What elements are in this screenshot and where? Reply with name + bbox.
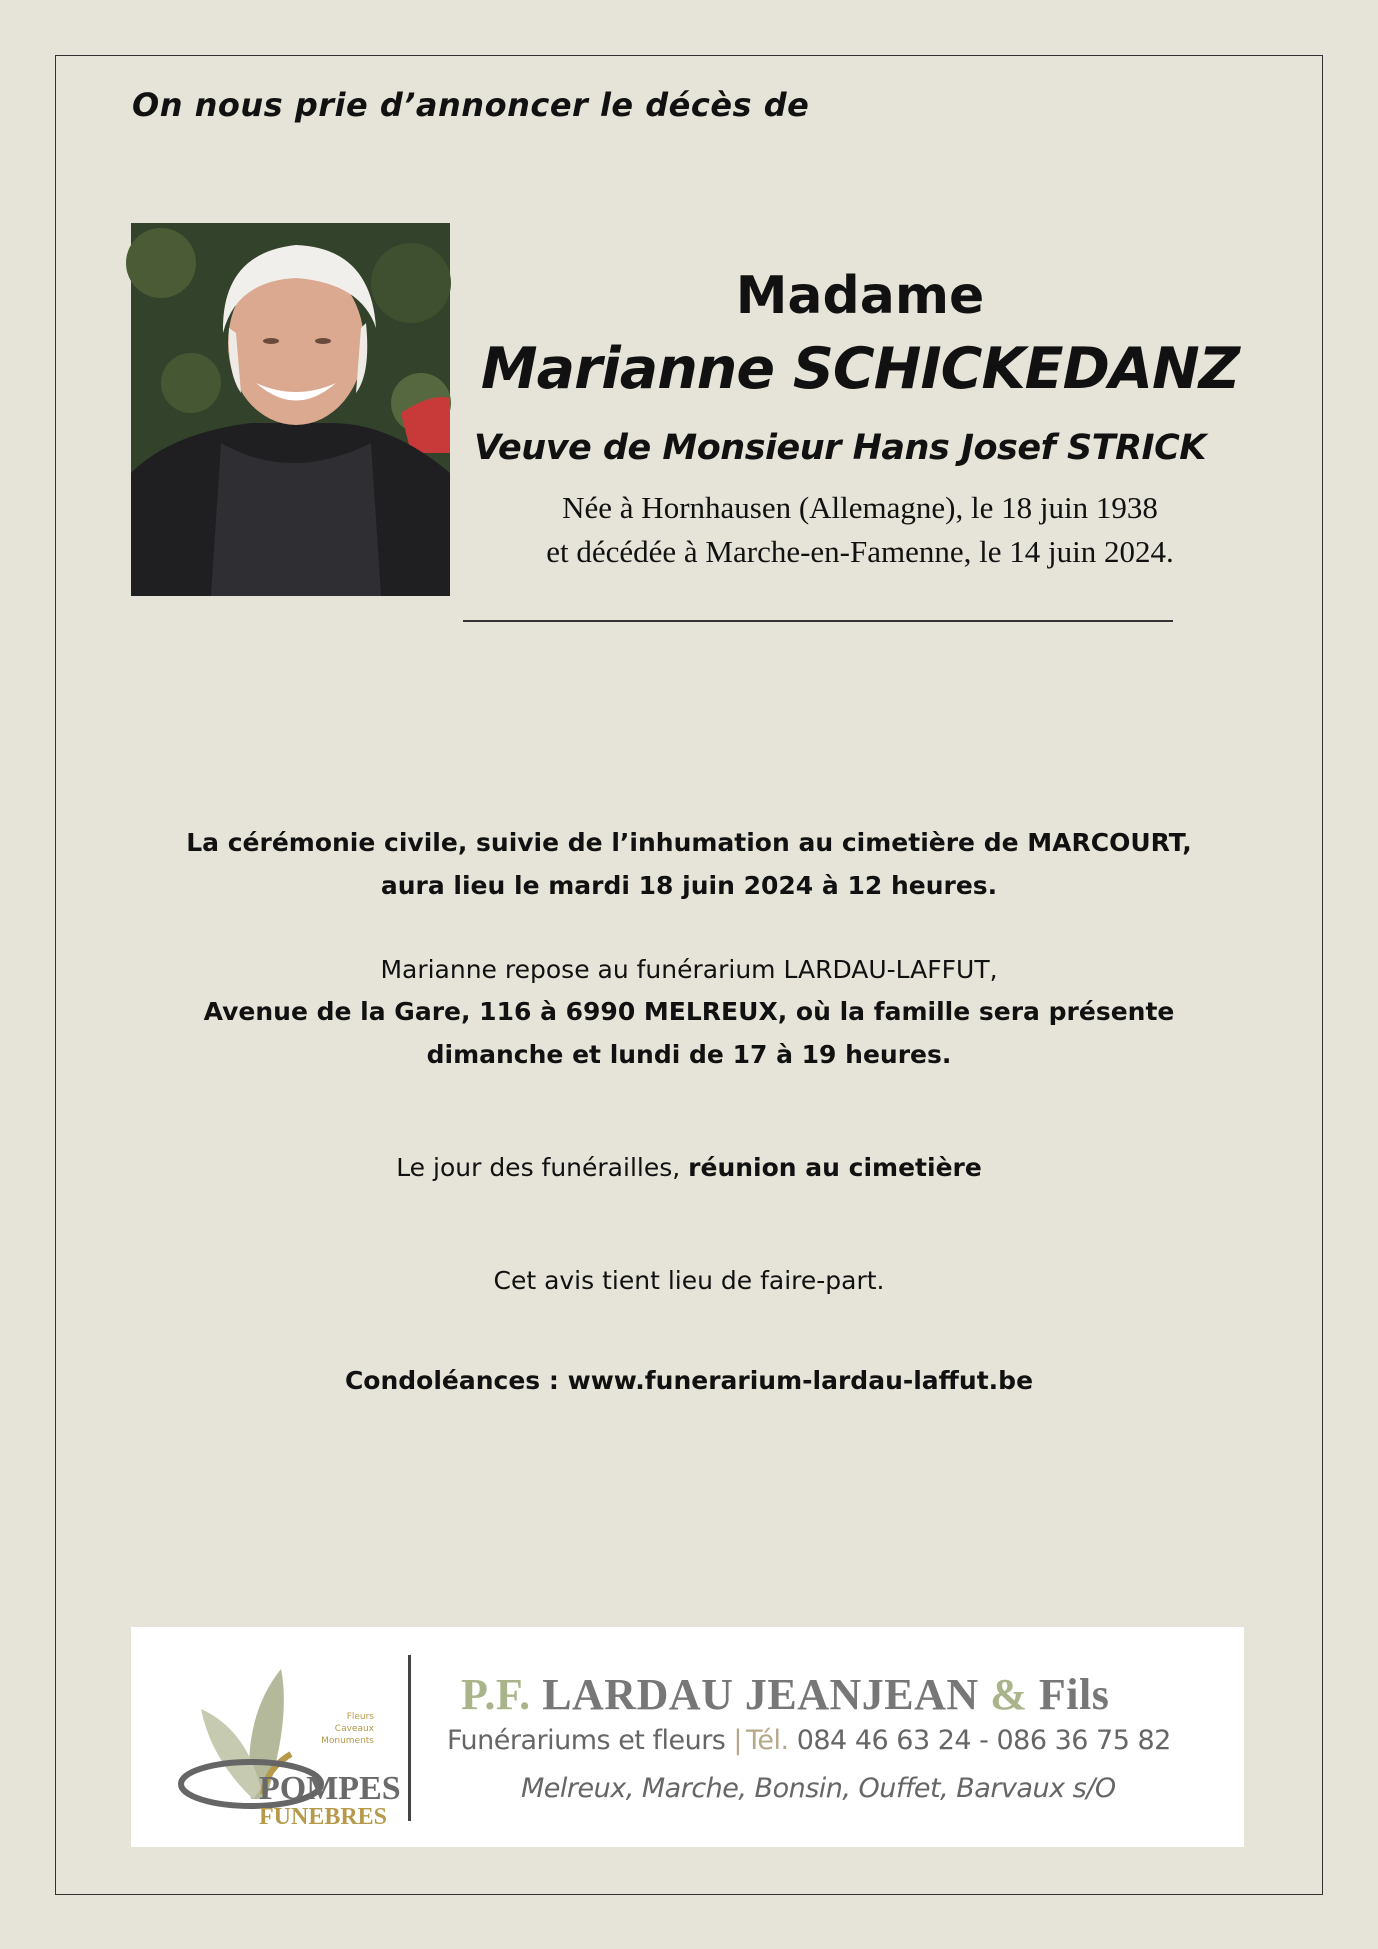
tel-label: Tél. [746, 1725, 789, 1756]
firm-services: Funérariums et fleurs [447, 1725, 726, 1756]
firm-pf: P.F. [461, 1670, 531, 1719]
logo-tagline-3: Monuments [321, 1736, 374, 1746]
portrait-photo [131, 223, 450, 596]
firm-fils: Fils [1038, 1670, 1110, 1719]
pompes-funebres-logo [171, 1649, 401, 1830]
visitation-line-1: Marianne repose au funérarium LARDAU-LAFFUT, [380, 955, 998, 984]
firm-locations: Melreux, Marche, Bonsin, Ouffet, Barvaux s/O [521, 1773, 1116, 1804]
deceased-title: Madame [735, 266, 985, 326]
logo-word-2: FUNEBRES [259, 1804, 388, 1830]
funeral-day-prefix: Le jour des funérailles, [396, 1153, 689, 1182]
condolences-link[interactable]: Condoléances : www.funerarium-lardau-laffut.be [344, 1366, 1034, 1395]
birth-info: Née à Hornhausen (Allemagne), le 18 juin 1938 [562, 490, 1158, 525]
funeral-day-meeting: réunion au cimetière [688, 1153, 982, 1182]
tel-numbers[interactable]: 084 46 63 24 - 086 36 75 82 [796, 1725, 1171, 1756]
intro-text: On nous prie d’annoncer le décès de [132, 86, 810, 124]
death-info: et décédée à Marche-en-Famenne, le 14 juin 2024. [546, 534, 1174, 569]
ceremony-line-2: aura lieu le mardi 18 juin 2024 à 12 heures. [380, 871, 998, 900]
visitation-line-3: dimanche et lundi de 17 à 19 heures. [426, 1040, 952, 1069]
firm-main-name: LARDAU JEANJEAN [542, 1670, 979, 1719]
firm-ampersand: & [990, 1670, 1028, 1719]
divider-line [463, 620, 1173, 622]
logo-word-1: POMPES [259, 1770, 401, 1807]
funeral-day [100, 1153, 1278, 1182]
logo-tagline-1: Fleurs [346, 1712, 374, 1722]
funeral-home-banner [131, 1627, 1244, 1847]
logo-tagline-2: Caveaux [334, 1724, 374, 1734]
widow-of: Veuve de Monsieur Hans Josef STRICK [474, 428, 1206, 468]
ceremony-line-1: La cérémonie civile, suivie de l’inhumation au cimetière de MARCOURT, [186, 828, 1192, 857]
banner-separator [408, 1655, 411, 1821]
notice-text: Cet avis tient lieu de faire-part. [493, 1266, 885, 1295]
firm-name [461, 1669, 1109, 1720]
visitation-line-2: Avenue de la Gare, 116 à 6990 MELREUX, où la famille sera présente [203, 997, 1175, 1026]
contact-separator: | [733, 1725, 742, 1756]
firm-contact [447, 1725, 1171, 1756]
deceased-name: Marianne SCHICKEDANZ [480, 336, 1240, 402]
